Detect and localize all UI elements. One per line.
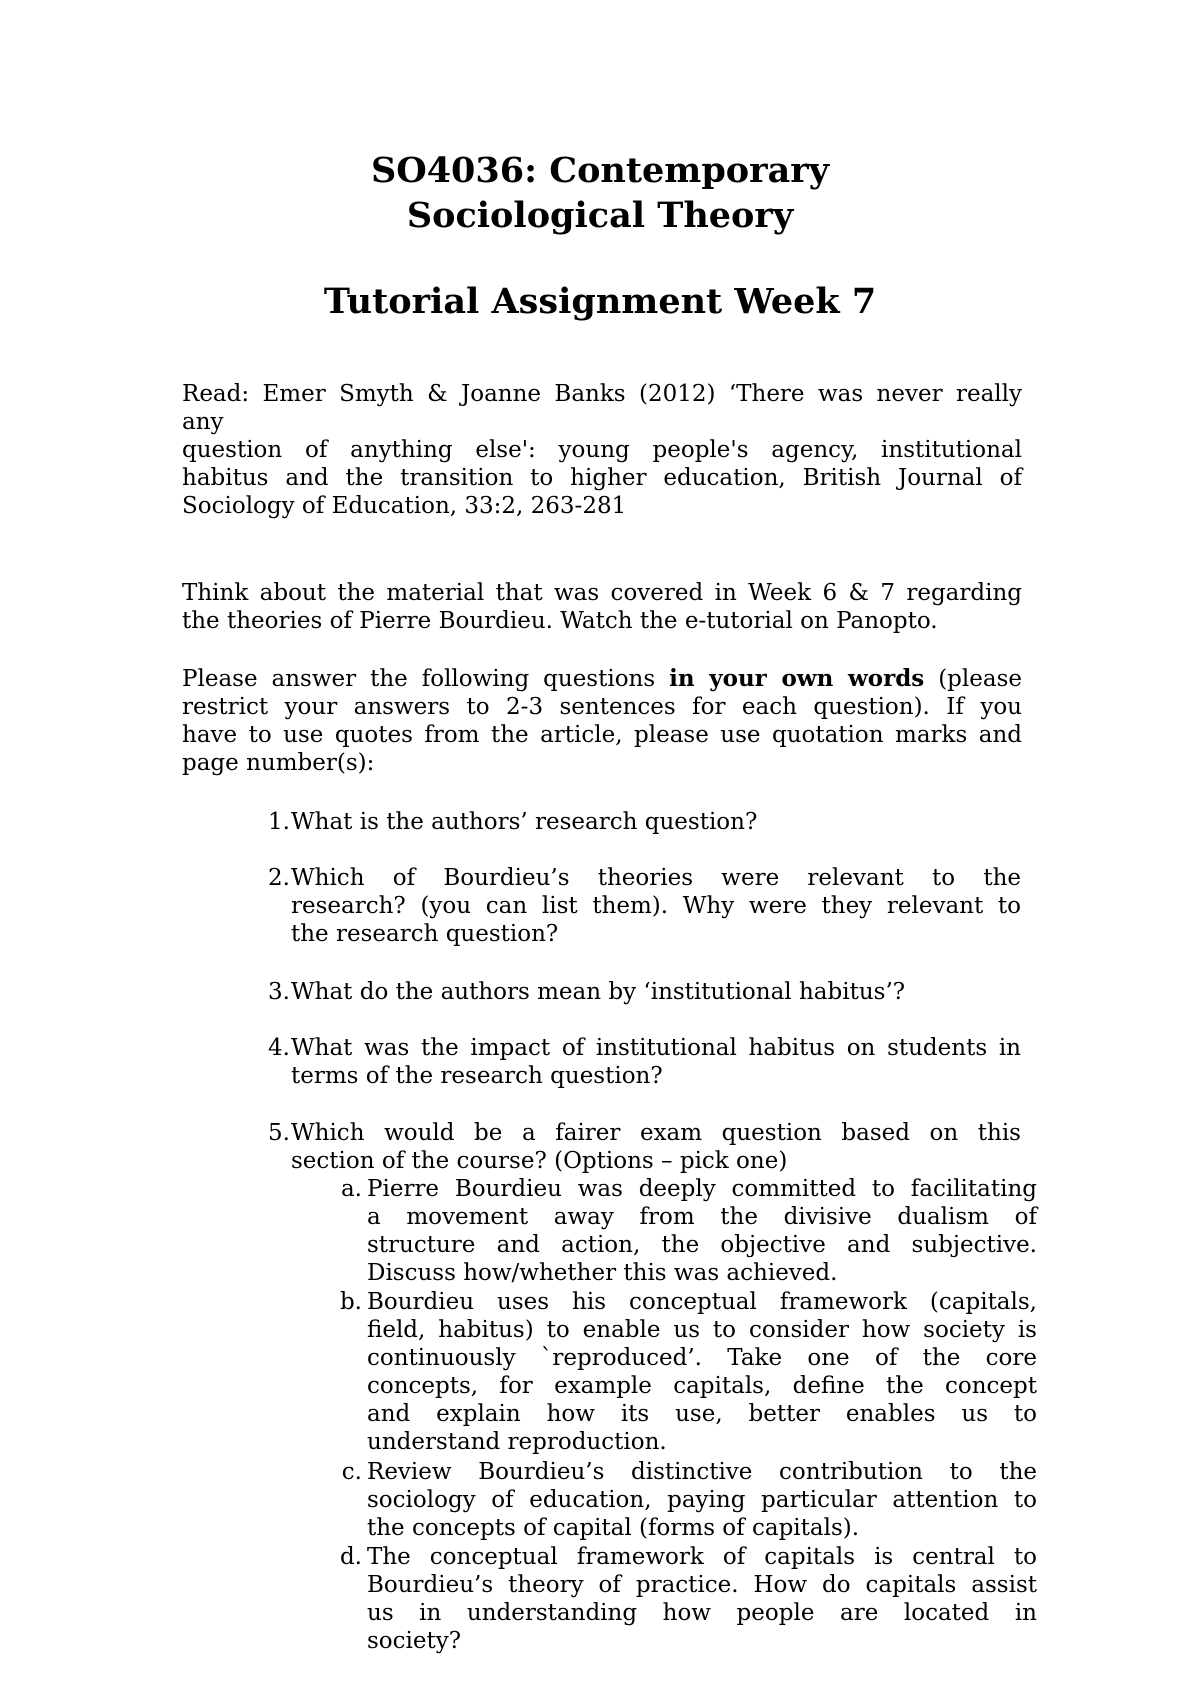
option-letter: d. bbox=[339, 1544, 362, 1570]
question-text bbox=[291, 1034, 1021, 1090]
option-line: The conceptual framework of capitals is central to bbox=[367, 1544, 1037, 1570]
option-letter: a. bbox=[340, 1176, 362, 1202]
option-text bbox=[367, 1458, 1037, 1542]
reading-line: Sociology of Education, 33:2, 263-281 bbox=[182, 493, 627, 519]
question-text bbox=[291, 808, 1021, 836]
option-line: a movement away from the divisive dualism of bbox=[367, 1204, 1037, 1230]
option-line: Pierre Bourdieu was deeply committed to facilitating bbox=[367, 1176, 1037, 1202]
question-number: 3. bbox=[268, 979, 290, 1005]
option-line: Bourdieu’s theory of practice. How do capitals assist bbox=[367, 1572, 1037, 1598]
reading-line: Read: Emer Smyth & Joanne Banks (2012) ‘There was never really bbox=[182, 381, 1022, 407]
instructions-line bbox=[182, 665, 1022, 693]
instructions-line: have to use quotes from the article, please use quotation marks and bbox=[182, 722, 1022, 748]
option-line: understand reproduction. bbox=[367, 1429, 667, 1455]
instructions-emphasis: in your own words bbox=[669, 665, 925, 692]
option-line: field, habitus) to enable us to consider how society is bbox=[367, 1317, 1037, 1343]
question-text bbox=[291, 864, 1021, 948]
question-line: Which of Bourdieu’s theories were relevant to the bbox=[291, 865, 1021, 891]
question-line: What do the authors mean by ‘institutional habitus’? bbox=[291, 979, 906, 1005]
option-letter: b. bbox=[339, 1289, 362, 1315]
question-number: 2. bbox=[268, 865, 290, 891]
think-line: the theories of Pierre Bourdieu. Watch the e-tutorial on Panopto. bbox=[182, 608, 938, 634]
option-letter: c. bbox=[341, 1459, 362, 1485]
reading-paragraph bbox=[182, 380, 1022, 520]
option-line: society? bbox=[367, 1628, 462, 1654]
think-paragraph bbox=[182, 579, 1022, 635]
instructions-text: Please answer the following questions bbox=[182, 666, 670, 692]
question-line: research? (you can list them). Why were they relevant to bbox=[291, 893, 1021, 919]
course-title-line2: Sociological Theory bbox=[406, 195, 794, 236]
think-line: Think about the material that was covered in Week 6 & 7 regarding bbox=[182, 580, 1022, 606]
option-line: sociology of education, paying particular attention to bbox=[367, 1487, 1037, 1513]
instructions-line: restrict your answers to 2-3 sentences for each question). If you bbox=[182, 694, 1022, 720]
question-line: terms of the research question? bbox=[291, 1063, 663, 1089]
reading-line: question of anything else': young people's agency, institutional bbox=[182, 437, 1022, 463]
reading-line: habitus and the transition to higher education, British Journal of bbox=[182, 465, 1022, 491]
question-line: section of the course? (Options – pick one) bbox=[291, 1148, 788, 1174]
option-line: the concepts of capital (forms of capitals). bbox=[367, 1515, 860, 1541]
question-number: 1. bbox=[268, 809, 290, 835]
option-text bbox=[367, 1175, 1037, 1287]
question-text bbox=[291, 978, 1021, 1006]
reading-line: any bbox=[182, 409, 224, 435]
option-text bbox=[367, 1543, 1037, 1655]
instructions-line: page number(s): bbox=[182, 750, 375, 776]
assignment-title: Tutorial Assignment Week 7 bbox=[323, 281, 877, 322]
option-line: Bourdieu uses his conceptual framework (capitals, bbox=[367, 1289, 1037, 1315]
option-line: concepts, for example capitals, define the concept bbox=[367, 1373, 1037, 1399]
option-line: Discuss how/whether this was achieved. bbox=[367, 1260, 838, 1286]
option-line: us in understanding how people are located in bbox=[367, 1600, 1037, 1626]
instructions-text: (please bbox=[924, 666, 1022, 692]
instructions-paragraph bbox=[182, 665, 1022, 777]
option-text bbox=[367, 1288, 1037, 1456]
question-line: the research question? bbox=[291, 921, 559, 947]
question-line: What was the impact of institutional habitus on students in bbox=[291, 1035, 1021, 1061]
question-number: 4. bbox=[268, 1035, 290, 1061]
course-title: SO4036: Contemporary bbox=[370, 150, 830, 191]
question-line: Which would be a fairer exam question based on this bbox=[291, 1120, 1021, 1146]
question-number: 5. bbox=[268, 1120, 290, 1146]
option-line: Review Bourdieu’s distinctive contribution to the bbox=[367, 1459, 1037, 1485]
question-line: What is the authors’ research question? bbox=[291, 809, 758, 835]
question-text bbox=[291, 1119, 1021, 1175]
option-line: structure and action, the objective and subjective. bbox=[367, 1232, 1037, 1258]
option-line: and explain how its use, better enables us to bbox=[367, 1401, 1037, 1427]
option-line: continuously `reproduced’. Take one of the core bbox=[367, 1345, 1037, 1371]
